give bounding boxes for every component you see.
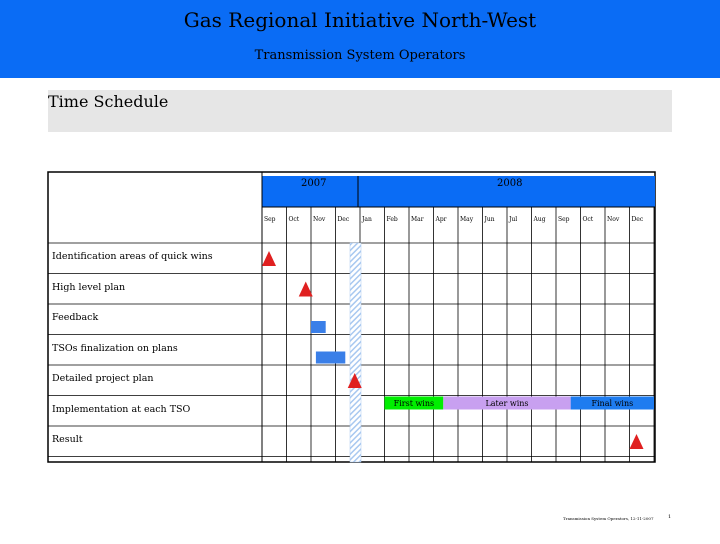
month-label: Nov [607,216,620,223]
month-label: Jun [484,216,495,223]
month-label: Sep [558,216,570,223]
current-date-marker [350,243,361,462]
month-label: Feb [386,216,398,223]
month-label: Sep [264,216,276,223]
month-label: Nov [313,216,326,223]
month-label: Dec [631,216,644,223]
section-title: Time Schedule [48,92,169,111]
month-label: Oct [288,216,300,223]
page-number: 1 [668,514,672,520]
year-label: 2007 [301,178,327,189]
month-label: Aug [533,216,546,223]
month-label: Mar [411,216,424,223]
task-bar [316,352,345,364]
row-label: Detailed project plan [52,373,154,384]
month-label: Oct [582,216,594,223]
phase-label: First wins [393,398,435,408]
month-label: Jul [509,216,518,223]
row-label: TSOs finalization on plans [52,342,178,354]
task-bar [311,321,326,333]
row-label: Feedback [52,312,99,323]
month-label: Apr [435,216,447,223]
month-label: Dec [337,216,350,223]
page-subtitle: Transmission System Operators [254,48,466,63]
footer-text: Transmission System Operators, 12-11-2007 [563,516,654,521]
phase-label: Later wins [485,398,529,408]
month-label: May [460,216,474,223]
month-label: Jan [362,216,372,223]
row-label: Result [52,434,83,445]
year-label: 2008 [497,178,523,189]
row-label: High level plan [52,281,126,293]
page-title: Gas Regional Initiative North-West [183,8,537,32]
phase-label: Final wins [591,398,634,408]
row-label: Implementation at each TSO [52,403,191,415]
row-label: Identification areas of quick wins [52,251,213,262]
